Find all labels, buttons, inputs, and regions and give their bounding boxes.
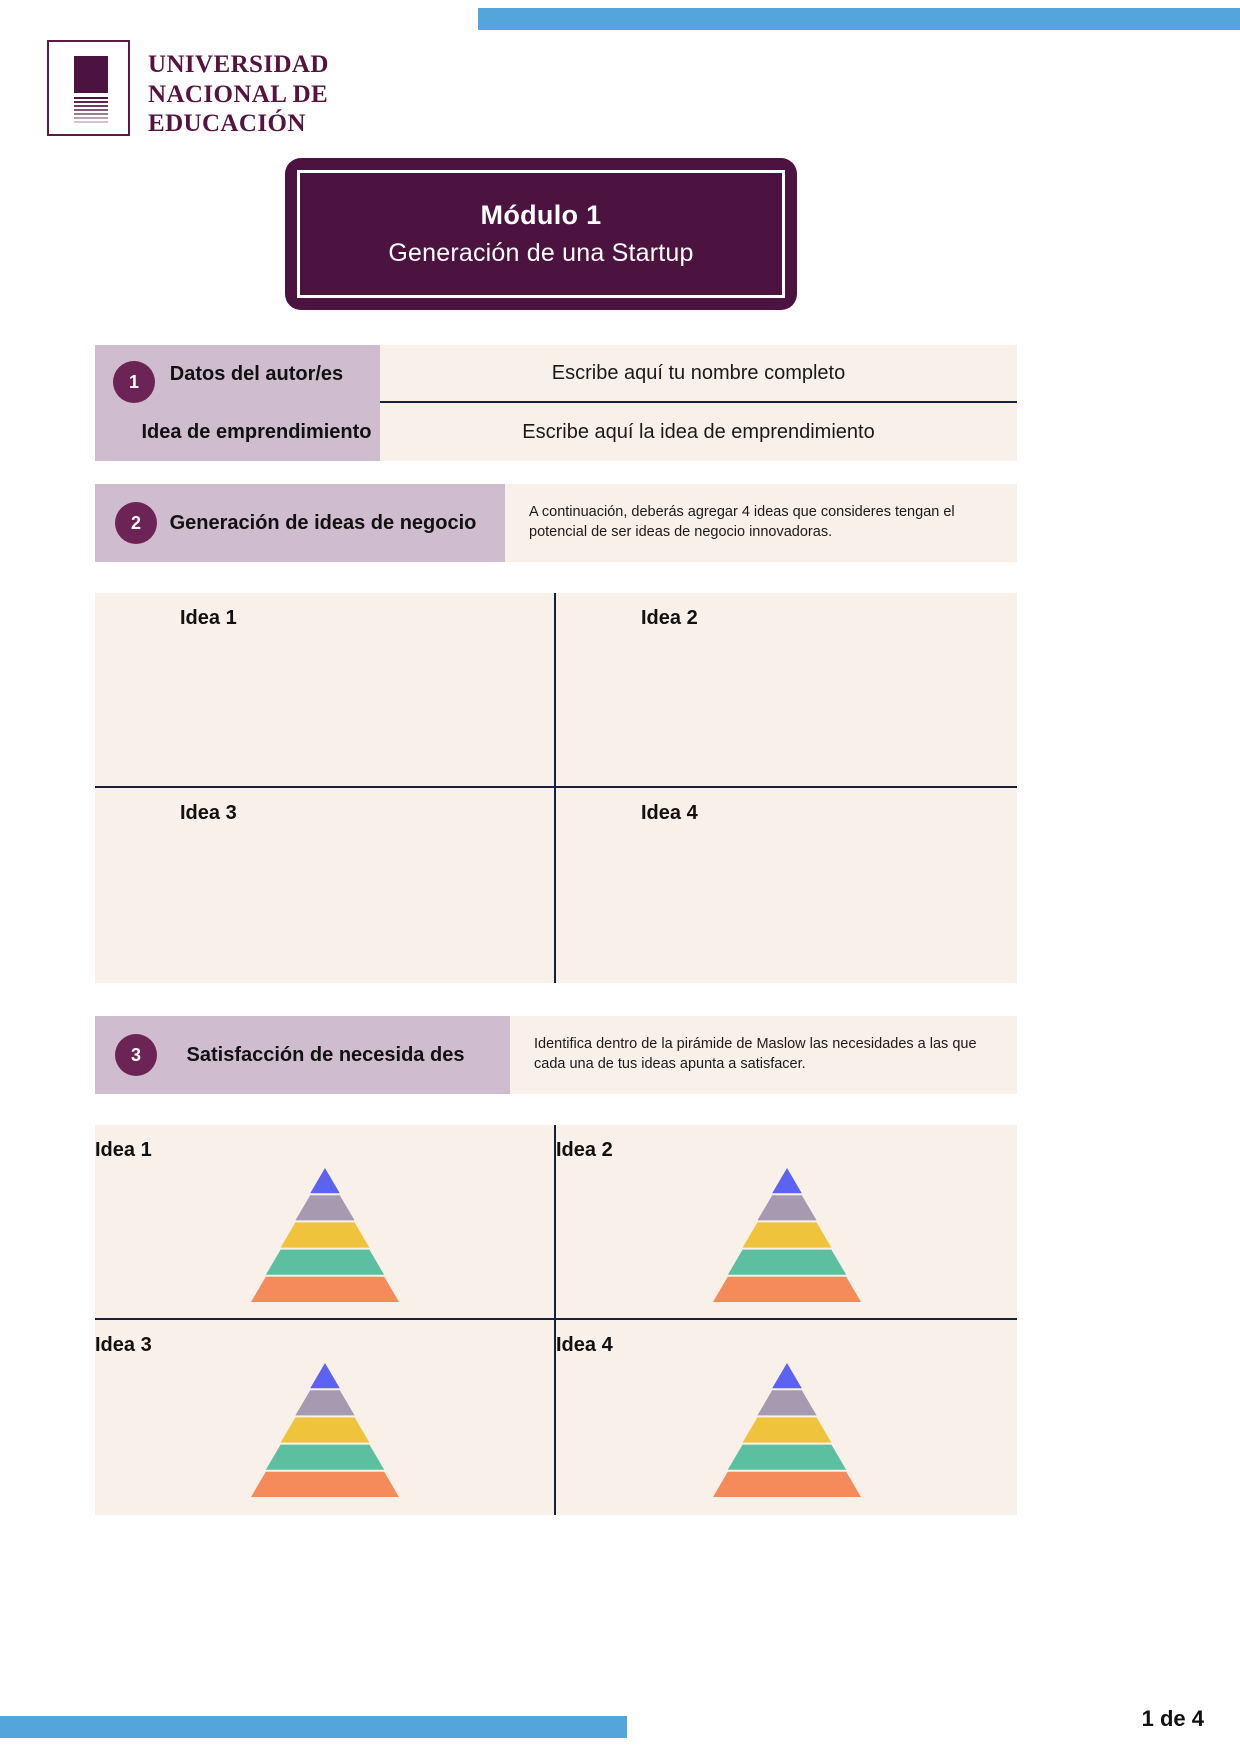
maslow-pyramid-icon[interactable] bbox=[251, 1363, 399, 1504]
section-author-data bbox=[95, 345, 1017, 461]
logo-line-2: NACIONAL DE bbox=[148, 80, 329, 108]
unae-logo bbox=[47, 40, 329, 139]
maslow-idea-4-label: Idea 4 bbox=[556, 1334, 613, 1356]
maslow-level-afiliacion bbox=[280, 1222, 369, 1247]
idea-emprendimiento-field[interactable]: Escribe aquí la idea de emprendimiento bbox=[522, 420, 875, 443]
maslow-level-reconocimiento bbox=[295, 1195, 354, 1220]
idea-cell-2[interactable] bbox=[556, 593, 1017, 788]
bottom-accent-bar bbox=[0, 1716, 627, 1738]
maslow-level-seguridad bbox=[265, 1250, 383, 1275]
idea-2-label: Idea 2 bbox=[641, 607, 698, 629]
maslow-level-reconocimiento bbox=[757, 1390, 816, 1415]
maslow-level-autorrealizacion bbox=[310, 1168, 340, 1193]
ideas-maslow-grid bbox=[95, 1125, 1017, 1515]
ideas-text-grid bbox=[95, 593, 1017, 983]
section-satisfaccion-necesidades bbox=[95, 1016, 1017, 1094]
idea-1-label: Idea 1 bbox=[180, 607, 237, 629]
maslow-level-autorrealizacion bbox=[772, 1363, 802, 1388]
section2-description: A continuación, deberás agregar 4 ideas que consideres tengan el potencial de ser ideas de negocio innovadoras. bbox=[529, 504, 955, 540]
unae-book-logo-icon bbox=[47, 40, 130, 136]
logo-line-1: UNIVERSIDAD bbox=[148, 51, 329, 78]
maslow-level-afiliacion bbox=[742, 1222, 831, 1247]
maslow-cell-3[interactable] bbox=[95, 1320, 556, 1515]
maslow-level-reconocimiento bbox=[295, 1390, 354, 1415]
idea-3-label: Idea 3 bbox=[180, 802, 237, 824]
logo-solid-block bbox=[74, 56, 108, 93]
maslow-idea-1-label: Idea 1 bbox=[95, 1139, 152, 1161]
maslow-level-reconocimiento bbox=[757, 1195, 816, 1220]
idea-cell-4[interactable] bbox=[556, 788, 1017, 983]
section3-description-column bbox=[510, 1016, 1017, 1094]
author-name-field[interactable]: Escribe aquí tu nombre completo bbox=[380, 345, 1017, 403]
maslow-cell-4[interactable] bbox=[556, 1320, 1017, 1515]
maslow-pyramid-icon[interactable] bbox=[713, 1168, 861, 1309]
maslow-level-autorrealizacion bbox=[772, 1168, 802, 1193]
label-idea-de-emprendimiento: Idea de emprendimiento bbox=[141, 420, 372, 443]
section-generacion-ideas bbox=[95, 484, 1017, 562]
logo-line-3: EDUCACIÓN bbox=[148, 110, 306, 137]
maslow-level-seguridad bbox=[727, 1445, 845, 1470]
maslow-cell-2[interactable] bbox=[556, 1125, 1017, 1320]
section1-number-badge: 1 bbox=[113, 361, 155, 403]
maslow-level-seguridad bbox=[727, 1250, 845, 1275]
maslow-pyramid-icon[interactable] bbox=[251, 1168, 399, 1309]
maslow-idea-3-label: Idea 3 bbox=[95, 1334, 152, 1356]
maslow-pyramid-icon[interactable] bbox=[713, 1363, 861, 1504]
module-title-card bbox=[285, 158, 797, 310]
maslow-level-fisiologicas bbox=[713, 1472, 861, 1497]
maslow-level-afiliacion bbox=[280, 1417, 369, 1442]
section2-number-badge: 2 bbox=[115, 502, 157, 544]
idea-cell-3[interactable] bbox=[95, 788, 556, 983]
section3-label: Satisfacción de necesida des bbox=[186, 1043, 465, 1066]
idea-cell-1[interactable] bbox=[95, 593, 556, 788]
module-subtitle: Generación de una Startup bbox=[388, 239, 694, 267]
top-accent-bar bbox=[478, 8, 1240, 30]
section3-description: Identifica dentro de la pirámide de Maslow las necesidades a las que cada una de tus ideas apunta a satisfacer. bbox=[534, 1036, 977, 1072]
section2-label-column bbox=[95, 484, 505, 562]
maslow-idea-2-label: Idea 2 bbox=[556, 1139, 613, 1161]
maslow-level-autorrealizacion bbox=[310, 1363, 340, 1388]
label-datos-del-autor: Datos del autor/es bbox=[169, 362, 344, 385]
module-title: Módulo 1 bbox=[480, 200, 602, 230]
maslow-level-seguridad bbox=[265, 1445, 383, 1470]
page-number: 1 de 4 bbox=[1141, 1706, 1204, 1731]
section1-label-column bbox=[95, 345, 380, 461]
logo-wordmark bbox=[148, 40, 329, 139]
idea-4-label: Idea 4 bbox=[641, 802, 698, 824]
logo-stripes bbox=[74, 97, 108, 127]
maslow-level-afiliacion bbox=[742, 1417, 831, 1442]
maslow-level-fisiologicas bbox=[251, 1472, 399, 1497]
section3-number-badge: 3 bbox=[115, 1034, 157, 1076]
maslow-level-fisiologicas bbox=[251, 1277, 399, 1302]
section1-fields-column bbox=[380, 345, 1017, 461]
section2-description-column bbox=[505, 484, 1017, 562]
maslow-level-fisiologicas bbox=[713, 1277, 861, 1302]
section2-label: Generación de ideas de negocio bbox=[169, 511, 477, 534]
module-title-inner-frame bbox=[297, 170, 785, 298]
section3-label-column bbox=[95, 1016, 510, 1094]
maslow-cell-1[interactable] bbox=[95, 1125, 556, 1320]
